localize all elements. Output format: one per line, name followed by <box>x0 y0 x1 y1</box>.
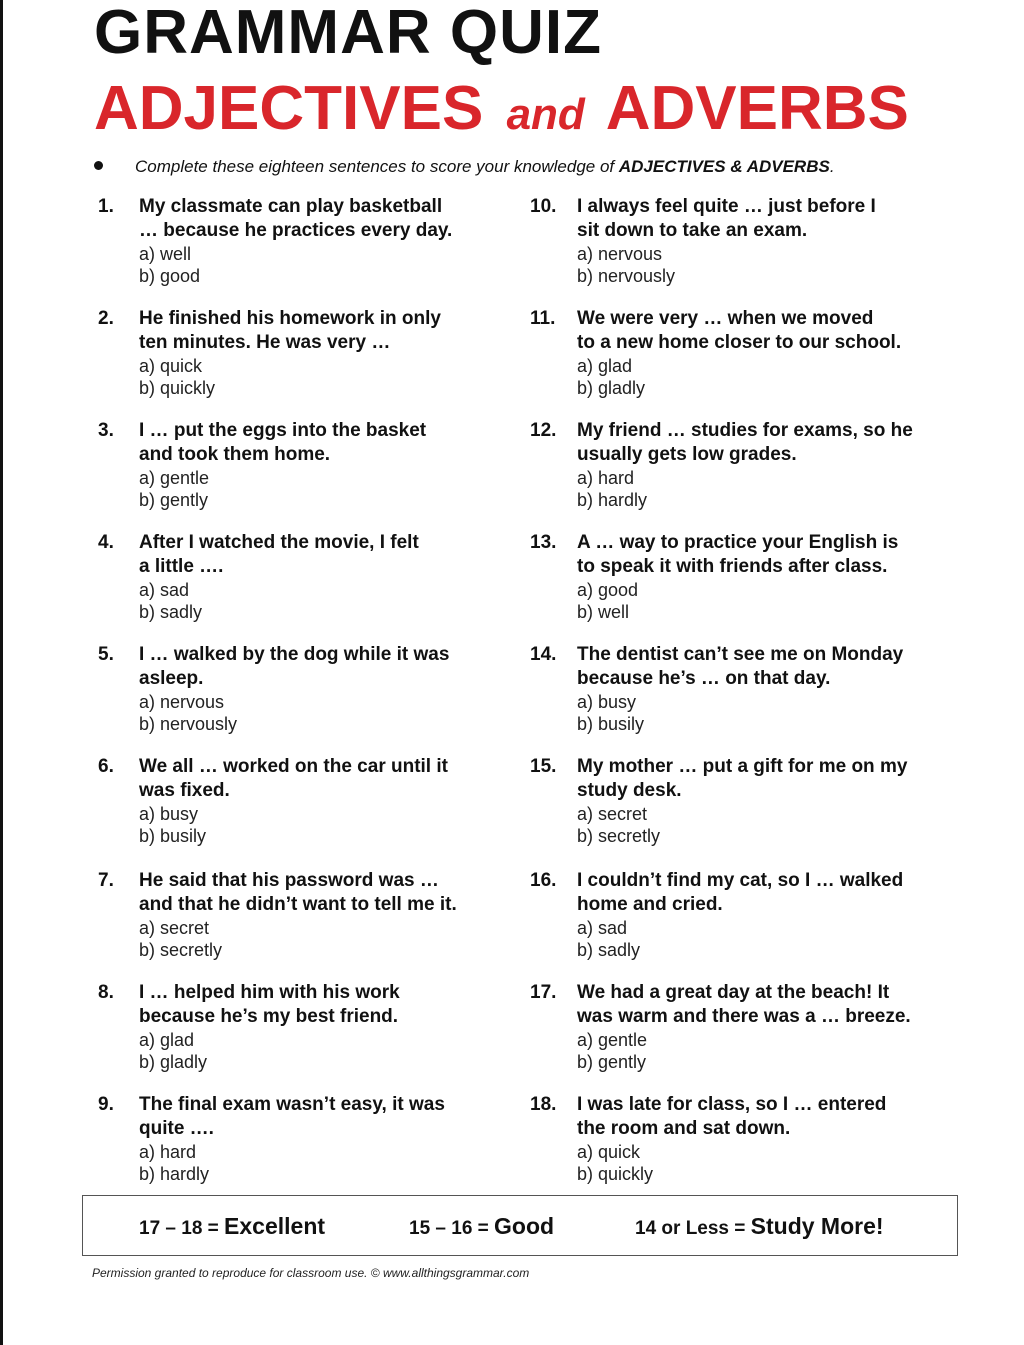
option-b[interactable]: b) sadly <box>577 940 641 960</box>
quiz-title: GRAMMAR QUIZ <box>94 0 602 67</box>
question-15 <box>530 755 970 847</box>
question-text: I … helped him with his work because he’s my best friend. <box>139 982 400 1027</box>
question-number: 17. <box>530 982 557 1003</box>
option-b[interactable]: b) good <box>139 266 201 286</box>
option-a[interactable]: a) busy <box>577 692 637 712</box>
question-number: 5. <box>98 644 114 665</box>
option-a[interactable]: a) secret <box>577 804 648 824</box>
question-number: 1. <box>98 196 114 217</box>
option-a[interactable]: a) well <box>139 244 192 264</box>
question-10 <box>530 195 970 287</box>
question-text: My mother … put a gift for me on my study desk. <box>577 756 908 801</box>
option-a[interactable]: a) gentle <box>139 468 210 488</box>
subtitle-and: and <box>506 90 585 139</box>
question-5 <box>98 643 518 735</box>
subtitle-adjectives: ADJECTIVES <box>94 74 484 143</box>
option-b[interactable]: b) quickly <box>577 1164 654 1184</box>
option-b[interactable]: b) nervously <box>577 266 676 286</box>
question-18 <box>530 1093 970 1185</box>
question-text: He said that his password was … and that he didn’t want to tell me it. <box>139 870 457 915</box>
question-text: I … walked by the dog while it was asleep. <box>139 644 450 689</box>
question-number: 11. <box>530 308 556 329</box>
question-number: 12. <box>530 420 557 441</box>
score-excellent <box>139 1213 325 1240</box>
question-6 <box>98 755 518 847</box>
option-b[interactable]: b) gladly <box>577 378 646 398</box>
option-b[interactable]: b) secretly <box>139 940 223 960</box>
question-number: 6. <box>98 756 114 777</box>
question-17 <box>530 981 970 1073</box>
option-b[interactable]: b) quickly <box>139 378 216 398</box>
footer-permission: Permission granted to reproduce for classroom use. © www.allthingsgrammar.com <box>92 1266 530 1280</box>
score-label: Good <box>494 1213 555 1239</box>
question-text: We were very … when we moved to a new home closer to our school. <box>577 308 902 353</box>
score-label: Study More! <box>750 1213 884 1239</box>
subtitle-adverbs: ADVERBS <box>605 74 909 143</box>
page-edge-line <box>0 0 3 1345</box>
score-range: 17 – 18 = <box>139 1218 225 1239</box>
quiz-subtitle <box>94 76 909 148</box>
instructions <box>94 156 994 178</box>
question-text: My friend … studies for exams, so he usually gets low grades. <box>577 420 913 465</box>
question-text: I always feel quite … just before I sit down to take an exam. <box>577 196 876 241</box>
score-range: 15 – 16 = <box>409 1218 495 1239</box>
question-number: 8. <box>98 982 114 1003</box>
question-number: 18. <box>530 1094 557 1115</box>
option-b[interactable]: b) secretly <box>577 826 661 846</box>
option-b[interactable]: b) busily <box>577 714 645 734</box>
instructions-emphasis: ADJECTIVES & ADVERBS <box>618 157 830 176</box>
score-study-more <box>635 1213 884 1240</box>
question-8 <box>98 981 518 1073</box>
question-2 <box>98 307 518 399</box>
option-a[interactable]: a) sad <box>139 580 190 600</box>
option-a[interactable]: a) hard <box>139 1142 197 1162</box>
option-a[interactable]: a) secret <box>139 918 210 938</box>
question-number: 14. <box>530 644 557 665</box>
question-text: I couldn’t find my cat, so I … walked home and cried. <box>577 870 904 915</box>
option-b[interactable]: b) hardly <box>577 490 648 510</box>
option-b[interactable]: b) hardly <box>139 1164 210 1184</box>
question-11 <box>530 307 970 399</box>
question-7 <box>98 869 518 961</box>
option-b[interactable]: b) sadly <box>139 602 203 622</box>
question-4 <box>98 531 518 623</box>
question-number: 4. <box>98 532 114 553</box>
option-a[interactable]: a) sad <box>577 918 628 938</box>
question-text: I was late for class, so I … entered the room and sat down. <box>577 1094 887 1139</box>
question-number: 9. <box>98 1094 114 1115</box>
option-a[interactable]: a) glad <box>577 356 633 376</box>
question-text: After I watched the movie, I felt a little …. <box>139 532 419 577</box>
question-text: We had a great day at the beach! It was warm and there was a … breeze. <box>577 982 911 1027</box>
instructions-text: Complete these eighteen sentences to score your knowledge of <box>135 157 619 176</box>
option-a[interactable]: a) nervous <box>139 692 225 712</box>
question-number: 2. <box>98 308 114 329</box>
question-12 <box>530 419 970 511</box>
option-a[interactable]: a) good <box>577 580 639 600</box>
bullet-icon <box>94 161 103 170</box>
option-a[interactable]: a) quick <box>139 356 203 376</box>
score-label: Excellent <box>224 1213 326 1239</box>
option-a[interactable]: a) gentle <box>577 1030 648 1050</box>
question-text: The final exam wasn’t easy, it was quite …. <box>139 1094 445 1139</box>
score-range: 14 or Less = <box>635 1218 751 1239</box>
score-good <box>409 1213 554 1240</box>
question-number: 3. <box>98 420 114 441</box>
question-3 <box>98 419 518 511</box>
question-number: 10. <box>530 196 557 217</box>
question-text: I … put the eggs into the basket and took them home. <box>139 420 427 465</box>
option-b[interactable]: b) busily <box>139 826 207 846</box>
option-a[interactable]: a) nervous <box>577 244 663 264</box>
option-b[interactable]: b) gently <box>577 1052 647 1072</box>
question-14 <box>530 643 970 735</box>
option-b[interactable]: b) gladly <box>139 1052 208 1072</box>
option-b[interactable]: b) well <box>577 602 630 622</box>
option-a[interactable]: a) busy <box>139 804 199 824</box>
option-a[interactable]: a) hard <box>577 468 635 488</box>
option-b[interactable]: b) gently <box>139 490 209 510</box>
question-number: 7. <box>98 870 114 891</box>
question-9 <box>98 1093 518 1185</box>
question-13 <box>530 531 970 623</box>
question-number: 13. <box>530 532 557 553</box>
question-number: 15. <box>530 756 557 777</box>
question-text: My classmate can play basketball … because he practices every day. <box>139 196 453 241</box>
scoring-box <box>82 1195 958 1256</box>
question-text: He finished his homework in only ten minutes. He was very … <box>139 308 441 353</box>
question-1 <box>98 195 518 287</box>
option-a[interactable]: a) quick <box>577 1142 641 1162</box>
instructions-end: . <box>829 157 835 176</box>
question-16 <box>530 869 970 961</box>
option-b[interactable]: b) nervously <box>139 714 238 734</box>
question-text: The dentist can’t see me on Monday because he’s … on that day. <box>577 644 904 689</box>
question-text: A … way to practice your English is to speak it with friends after class. <box>577 532 899 577</box>
question-number: 16. <box>530 870 557 891</box>
question-text: We all … worked on the car until it was fixed. <box>139 756 448 801</box>
option-a[interactable]: a) glad <box>139 1030 195 1050</box>
